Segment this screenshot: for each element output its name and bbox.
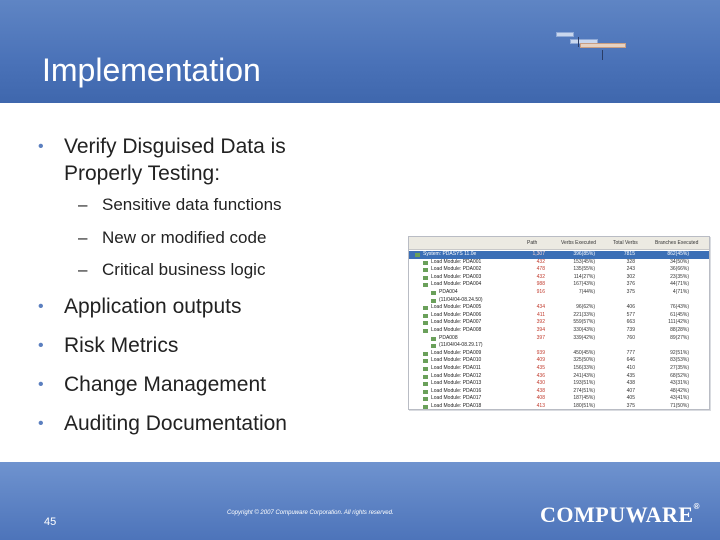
column-header: Total Verbs (613, 240, 638, 246)
compuware-logo (540, 502, 700, 528)
bullet-text: Application outputs (64, 295, 242, 318)
row-cell: 559(57%) (573, 319, 595, 326)
dash-icon: – (78, 228, 88, 247)
row-cell: 83(53%) (670, 357, 689, 364)
gantt-line (578, 37, 579, 47)
row-name: Load Module: PDA002 (431, 266, 482, 273)
row-cell: 328 (626, 258, 635, 265)
footer-bar (0, 462, 720, 540)
row-cell: 413 (536, 403, 545, 409)
module-icon (423, 276, 428, 280)
module-icon (423, 367, 428, 371)
bullet-dot: • (38, 138, 44, 155)
row-name: Load Module: PDA008 (431, 327, 482, 333)
row-cell: 407 (626, 387, 635, 394)
row-name: System: PDASYS 11.0e (423, 251, 477, 257)
column-header: Verbs Executed (561, 240, 597, 246)
row-cell: 646 (626, 357, 635, 364)
module-icon (423, 314, 428, 318)
row-name: Load Module: PDA004 (431, 281, 482, 288)
bullet-text: Change Management (64, 373, 266, 396)
row-cell: 180(51%) (573, 403, 595, 409)
bullet-dot: • (38, 415, 44, 432)
row-cell: 450(45%) (573, 349, 595, 356)
row-cell: 408 (536, 395, 545, 402)
row-cell: 156(33%) (573, 365, 595, 371)
row-cell: 274(51%) (573, 387, 595, 394)
row-name: Load Module: PDA011 (431, 365, 481, 371)
row-cell: 89(27%) (670, 334, 689, 341)
row-name: Load Module: PDA006 (431, 311, 482, 318)
row-cell: 410 (626, 365, 635, 371)
module-icon (423, 268, 428, 272)
row-cell: 88(28%) (670, 327, 689, 333)
module-icon (423, 261, 428, 265)
row-cell: 153(45%) (573, 258, 595, 265)
row-name: Load Module: PDA016 (431, 387, 482, 394)
dash-icon: – (78, 260, 88, 279)
row-cell: 436 (536, 372, 545, 379)
row-cell: 760 (626, 334, 635, 341)
row-cell: 394 (536, 327, 545, 333)
gantt-bar (556, 32, 574, 37)
row-cell: 430 (536, 380, 545, 387)
copyright-notice: Copyright © 2007 Compuware Corporation. All rights reserved. (227, 510, 394, 516)
row-cell: 243 (626, 266, 635, 273)
module-icon (431, 344, 436, 348)
row-cell: 432 (536, 273, 545, 280)
module-icon (423, 329, 428, 333)
row-cell: 577 (626, 311, 635, 318)
row-cell: 435 (536, 365, 545, 371)
row-cell: 27(35%) (670, 365, 689, 371)
row-cell: 406 (626, 304, 635, 311)
row-cell: 988 (536, 281, 545, 288)
row-name: PDA004 (439, 289, 458, 295)
row-cell: 438 (626, 380, 635, 387)
subbullet-text: Critical business logic (102, 260, 266, 279)
gantt-chart-icon (556, 30, 636, 70)
table-header (409, 237, 709, 250)
row-cell: 916 (536, 289, 545, 295)
row-cell: 397 (536, 334, 545, 341)
row-cell: 92(51%) (670, 349, 689, 356)
module-icon (423, 382, 428, 386)
row-cell: 777 (626, 349, 635, 356)
bullet-dot: • (38, 337, 44, 354)
gantt-bar (580, 43, 626, 48)
row-name: Load Module: PDA007 (431, 319, 482, 326)
row-cell: 939 (536, 349, 545, 356)
bullet-dot: • (38, 376, 44, 393)
row-cell: 392 (536, 319, 545, 326)
row-cell: 325(50%) (573, 357, 595, 364)
row-name: Load Module: PDA001 (431, 258, 482, 265)
row-cell: 663 (626, 319, 635, 326)
row-cell: 862(45%) (667, 251, 689, 257)
title-bar (0, 0, 720, 103)
row-cell: 36(66%) (670, 266, 689, 273)
row-name: Load Module: PDA018 (431, 403, 482, 409)
row-cell: 438 (536, 387, 545, 394)
module-icon (431, 299, 436, 303)
row-cell: 167(43%) (573, 281, 595, 288)
registered-mark: ® (693, 502, 701, 511)
column-header: Path (527, 240, 538, 246)
row-cell: 478 (536, 266, 545, 273)
row-cell: 376 (626, 281, 635, 288)
module-icon (423, 283, 428, 287)
row-cell: 34(50%) (670, 258, 689, 265)
row-cell: 96(62%) (576, 304, 595, 311)
row-name: Load Module: PDA005 (431, 304, 482, 311)
row-name: Load Module: PDA017 (431, 395, 482, 402)
row-cell: 411 (537, 311, 545, 318)
row-cell: 375 (626, 403, 635, 409)
module-icon (423, 405, 428, 409)
row-cell: 221(33%) (573, 311, 595, 318)
row-name: Load Module: PDA009 (431, 349, 482, 356)
row-name: Load Module: PDA003 (431, 273, 482, 280)
module-icon (423, 397, 428, 401)
row-cell: 7(44%) (578, 289, 595, 295)
module-icon (423, 375, 428, 379)
row-cell: 48(42%) (670, 387, 689, 394)
coverage-report-screenshot (408, 236, 710, 410)
row-cell: 339(42%) (573, 334, 595, 341)
row-cell: 43(31%) (670, 380, 689, 387)
row-cell: 375 (626, 289, 635, 295)
bullet-text-line2: Properly Testing: (64, 162, 221, 185)
row-cell: 43(41%) (670, 395, 689, 402)
row-cell: 71(50%) (670, 403, 689, 409)
row-cell: 435 (626, 372, 635, 379)
slide-title: Implementation (42, 52, 261, 88)
subbullet-text: Sensitive data functions (102, 195, 282, 214)
subbullet-text: New or modified code (102, 228, 267, 247)
module-icon (423, 321, 428, 325)
row-name: Load Module: PDA010 (431, 357, 482, 364)
page-number: 45 (44, 516, 57, 528)
row-cell: 23(35%) (670, 273, 689, 280)
gantt-line (602, 50, 603, 60)
module-icon (431, 291, 436, 295)
row-cell: 330(43%) (573, 327, 595, 333)
bullet-text: Risk Metrics (64, 334, 179, 357)
module-icon (423, 359, 428, 363)
row-cell: 7815 (623, 251, 635, 257)
row-cell: 1,307 (532, 251, 545, 257)
row-name: Load Module: PDA013 (431, 380, 482, 387)
module-icon (423, 352, 428, 356)
row-cell: 409 (536, 357, 545, 364)
row-name: (11/04/04-08.24.50) (439, 296, 483, 303)
row-name: Load Module: PDA012 (431, 372, 482, 379)
row-cell: 739 (626, 327, 635, 333)
row-cell: 44(71%) (670, 281, 689, 288)
row-cell: 434 (536, 304, 545, 311)
bullet-text: Auditing Documentation (64, 412, 287, 435)
column-header: Branches Executed (655, 240, 699, 246)
module-icon (423, 390, 428, 394)
row-cell: 432 (536, 258, 545, 265)
row-cell: 76(43%) (670, 304, 689, 311)
row-cell: 405 (626, 395, 635, 402)
row-cell: 68(52%) (670, 372, 689, 379)
row-cell: 111(42%) (668, 319, 689, 326)
row-cell: 302 (626, 273, 635, 280)
row-cell: 114(27%) (573, 273, 595, 280)
row-cell: 61(45%) (670, 311, 689, 318)
bullet-dot: • (38, 298, 44, 315)
row-name: (11/04/04-08.29.17) (439, 342, 483, 349)
row-cell: 187(45%) (573, 395, 595, 402)
row-cell: 135(55%) (573, 266, 595, 273)
row-cell: 4(71%) (672, 289, 689, 295)
table-row[interactable] (409, 403, 709, 410)
dash-icon: – (78, 195, 88, 214)
row-cell: 396(85%) (573, 251, 595, 257)
bullet-text-line1: Verify Disguised Data is (64, 135, 286, 158)
row-cell: 241(43%) (573, 372, 595, 379)
row-cell: 193(51%) (573, 380, 595, 387)
module-icon (415, 253, 420, 257)
module-icon (423, 306, 428, 310)
module-icon (431, 337, 436, 341)
logo-text: COMPUWARE (540, 502, 694, 527)
row-name: PDA008 (439, 334, 458, 341)
